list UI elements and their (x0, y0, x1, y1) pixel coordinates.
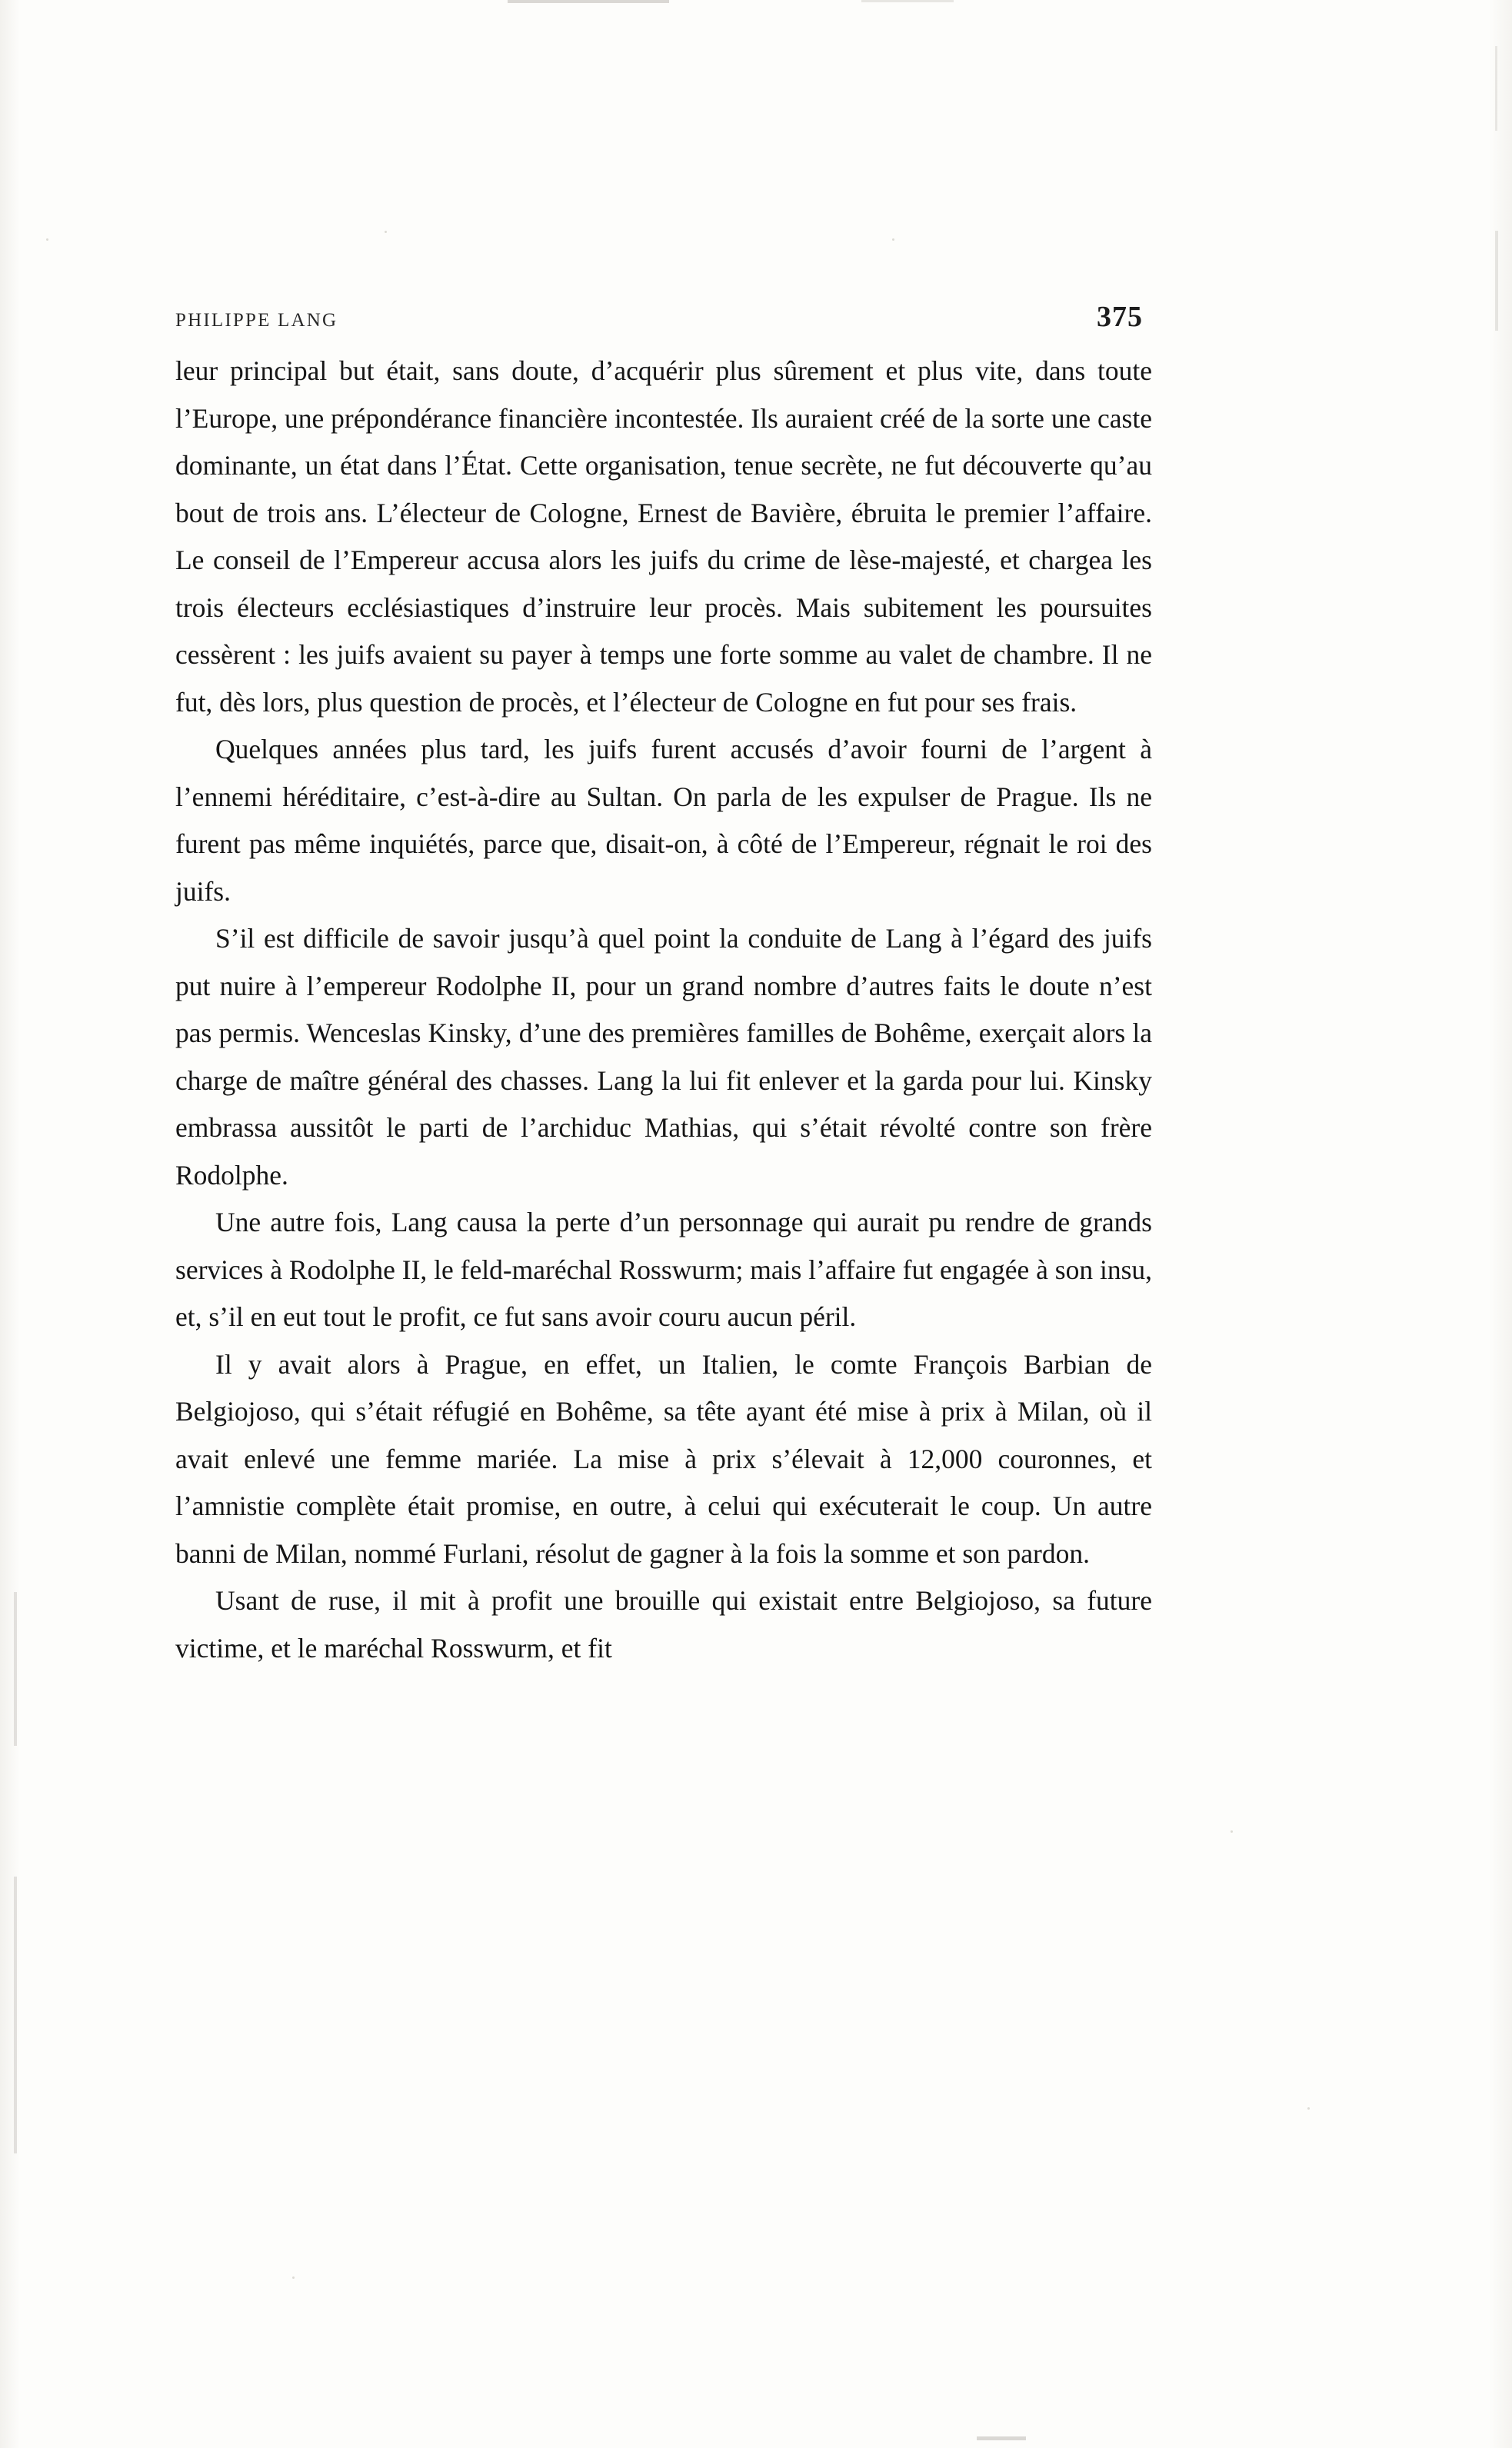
paragraph: Usant de ruse, il mit à profit une brouille qui existait entre Belgiojoso, sa future victime, et le maréchal Rosswurm, et fit (175, 1585, 1152, 1664)
running-head-title: PHILIPPE LANG (175, 310, 338, 331)
scan-edge-right (1489, 0, 1512, 2448)
scan-artifact-bottom (977, 2436, 1026, 2440)
scan-speck (892, 238, 894, 241)
scan-artifact-right-rule-1 (1495, 231, 1498, 331)
scan-speck (385, 231, 387, 233)
paragraph: Une autre fois, Lang causa la perte d’un personnage qui aurait pu rendre de grands services à Rodolphe II, le feld-maréchal Rosswurm; mais l’affaire fut engagée à son insu, et, s’il en eut tout le profit, ce fut sans avoir couru aucun péril. (175, 1207, 1153, 1332)
scan-artifact-top-left (508, 0, 669, 3)
paragraph: Quelques années plus tard, les juifs furent accusés d’avoir fourni de l’argent à l’ennemi héréditaire, c’est-à-dire au Sultan. On parla de les expulser de Prague. Ils ne furent pas même inquiétés, parce que, disait-on, à côté de l’Empereur, régnait le roi des juifs. (175, 734, 1152, 907)
scan-speck (46, 238, 48, 241)
body-text (175, 348, 1152, 1672)
running-head (175, 300, 1143, 334)
paragraph: Il y avait alors à Prague, en effet, un Italien, le comte François Barbian de Belgiojoso, qui s’était réfugié en Bohême, sa tête ayant été mise à prix à Milan, où il avait enlevé une femme mariée. La mise à prix s’élevait à 12,000 couronnes, et l’amnistie complète était promise, en outre, à celui qui exécuterait le coup. Un autre banni de Milan, nommé Furlani, résolut de gagner à la fois la somme et son pardon. (175, 1348, 1152, 1569)
scan-speck (1307, 2107, 1310, 2110)
scan-edge-left (0, 0, 20, 2448)
scan-artifact-left-rule-1 (14, 1592, 17, 1746)
paragraph: S’il est difficile de savoir jusqu’à quel point la conduite de Lang à l’égard des juifs put nuire à l’empereur Rodolphe II, pour un grand nombre d’autres faits le doute n’est pas permis. Wenceslas Kinsky, d’une des premières familles de Bohême, exerçait alors la charge de maître général des chasses. Lang la lui fit enlever et la garda pour lui. Kinsky embrassa aussitôt le parti de l’archiduc Mathias, qui s’était révolté contre son frère Rodolphe. (175, 923, 1152, 1191)
scan-speck (292, 2276, 295, 2279)
scan-artifact-right-rule-2 (1495, 46, 1497, 131)
scan-artifact-top-right (861, 0, 954, 2)
scan-artifact-left-rule-2 (14, 1877, 17, 2153)
paragraph: leur principal but était, sans doute, d’acquérir plus sûrement et plus vite, dans toute l’Europe, une prépondérance financière incontestée. Ils auraient créé de la sorte une caste dominante, un état dans l’État. Cette organisation, tenue secrète, ne fut découverte qu’au bout de trois ans. L’électeur de Cologne, Ernest de Bavière, ébruita le premier l’affaire. Le conseil de l’Empereur accusa alors les juifs du crime de lèse-majesté, et chargea les trois électeurs ecclésiastiques d’instruire leur procès. Mais subitement les poursuites cessèrent : les juifs avaient su payer à temps une forte somme au valet de chambre. Il ne fut, dès lors, plus question de procès, et l’électeur de Cologne en fut pour ses frais. (175, 355, 1152, 718)
page-number: 375 (1097, 301, 1143, 333)
scan-speck (1231, 1830, 1233, 1833)
